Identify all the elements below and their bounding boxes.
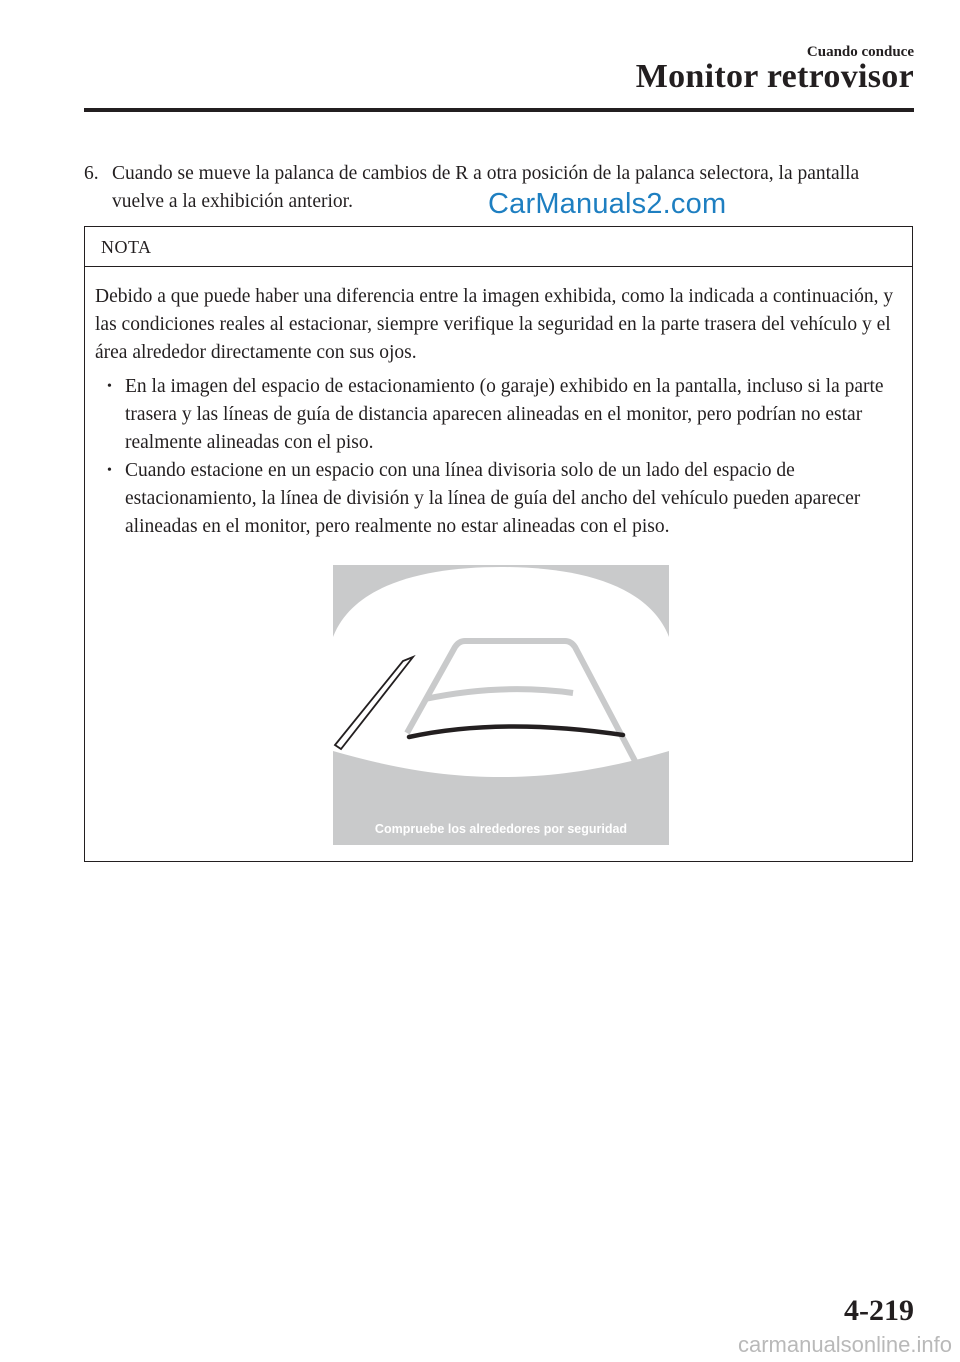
camera-view-area bbox=[333, 567, 669, 777]
bullet-dot-icon: • bbox=[107, 463, 112, 478]
note-bullet-2 bbox=[95, 457, 905, 541]
note-bullet-1 bbox=[95, 373, 905, 457]
step-text: Cuando se mueve la palanca de cambios de R a otra posición de la palanca selectora, la pantalla vuelve a la exhibición anterior. bbox=[112, 163, 860, 212]
note-heading: NOTA bbox=[85, 227, 912, 267]
note-box bbox=[84, 226, 913, 862]
carmanuals-watermark: CarManuals2.com bbox=[488, 188, 727, 220]
rearview-monitor-illustration bbox=[333, 565, 669, 845]
step-number: 6. bbox=[84, 163, 99, 184]
bullet-text: Cuando estacione en un espacio con una línea divisoria solo de un lado del espacio de estacionamiento, la línea de división y la línea de guía del ancho del vehículo pueden aparecer alineadas en el monitor, pero realmente no estar alineadas con el piso. bbox=[125, 460, 861, 537]
footer-watermark: carmanualsonline.info bbox=[737, 1332, 952, 1357]
bullet-dot-icon: • bbox=[107, 379, 112, 394]
bullet-text: En la imagen del espacio de estacionamiento (o garaje) exhibido en la pantalla, incluso si la parte trasera y las líneas de guía de distancia aparecen alineadas en el monitor, pero podrían no estar realmente alineadas con el piso. bbox=[125, 376, 884, 453]
header-section-label: Cuando conduce bbox=[806, 44, 914, 60]
header-rule bbox=[84, 108, 914, 112]
note-bullet-list bbox=[95, 373, 905, 541]
page-number: 4-219 bbox=[844, 1294, 914, 1327]
page-title: Monitor retrovisor bbox=[635, 58, 914, 95]
note-intro: Debido a que puede haber una diferencia entre la imagen exhibida, como la indicada a continuación, y las condiciones reales al estacionar, siempre verifique la seguridad en la parte trasera del vehículo y el área alrededor directamente con sus ojos. bbox=[95, 286, 894, 363]
figure-caption: Compruebe los alrededores por seguridad bbox=[374, 822, 628, 836]
